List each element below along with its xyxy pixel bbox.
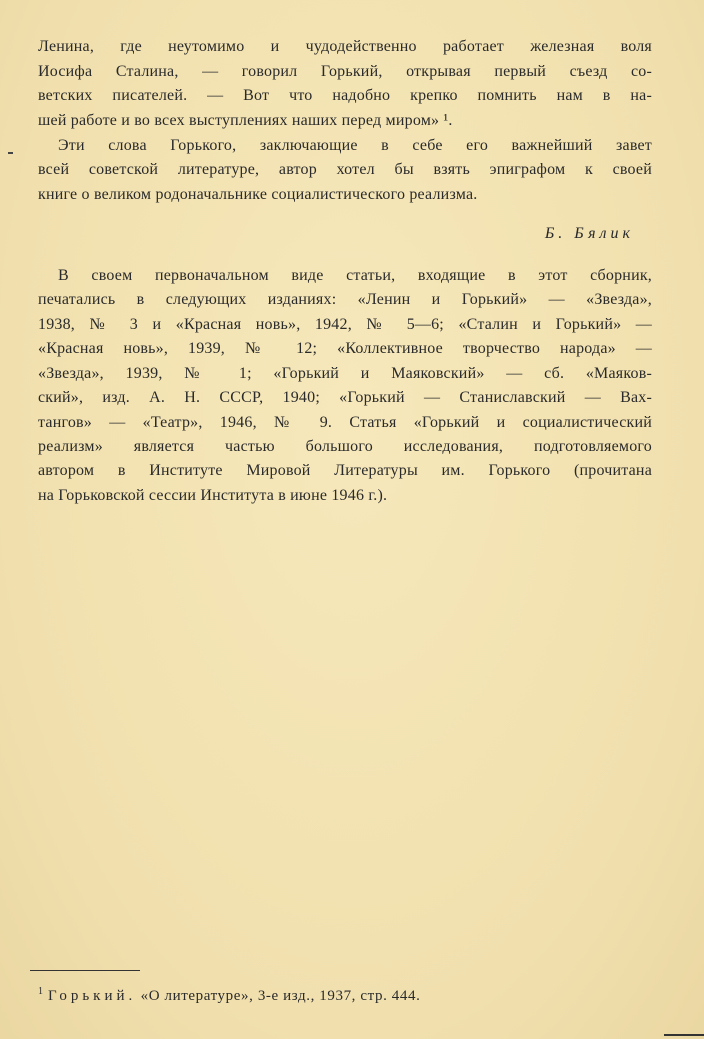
footnote-rule [30,970,140,971]
text-line: шей работе и во всех выступлениях наших перед миром» ¹. [38,112,453,129]
text-line: всей советской литературе, автор хотел бы взять эпиграфом к своей [38,161,652,178]
text-line: ский», изд. А. Н. СССР, 1940; «Горький — Станиславский — Вах- [38,389,652,406]
page-edge [664,1034,704,1036]
text-line: автором в Институте Мировой Литературы им. Горького (прочитана [38,462,652,479]
text-line: печатались в следующих изданиях: «Ленин и Горький» — «Звезда», [38,291,652,308]
text-line: на Горьковской сессии Института в июне 1946 г.). [38,487,388,504]
text-line: Иосифа Сталина, — говорил Горький, открывая первый съезд со- [38,63,652,80]
footnote [38,986,420,1005]
footnote-text: «О литературе», 3-е изд., 1937, стр. 444. [140,988,421,1004]
text-line: Ленина, где неутомимо и чудодейственно работает железная воля [38,38,652,55]
text-line: тангов» — «Театр», 1946, № 9. Статья «Горький и социалистический [38,414,652,431]
footnote-author: Горький. [47,988,137,1004]
text-line: «Красная новь», 1939, № 12; «Коллективное творчество народа» — [38,340,652,357]
text-line: 1938, № 3 и «Красная новь», 1942, № 5—6; «Сталин и Горький» — [38,316,652,333]
text-line: Эти слова Горького, заключающие в себе его важнейший завет [58,137,652,154]
text-line: «Звезда», 1939, № 1; «Горький и Маяковский» — сб. «Маяков- [38,365,652,382]
scan-mark [8,152,13,154]
text-line: книге о великом родоначальнике социалистического реализма. [38,186,478,203]
footnote-marker: 1 [38,986,44,997]
author-signature: Б. Бялик [544,225,634,242]
text-line: В своем первоначальном виде статьи, входящие в этот сборник, [58,267,652,284]
text-line: ветских писателей. — Вот что надобно крепко помнить нам в на- [38,87,652,104]
text-line: реализм» является частью большого исследования, подготовляемого [38,438,652,455]
